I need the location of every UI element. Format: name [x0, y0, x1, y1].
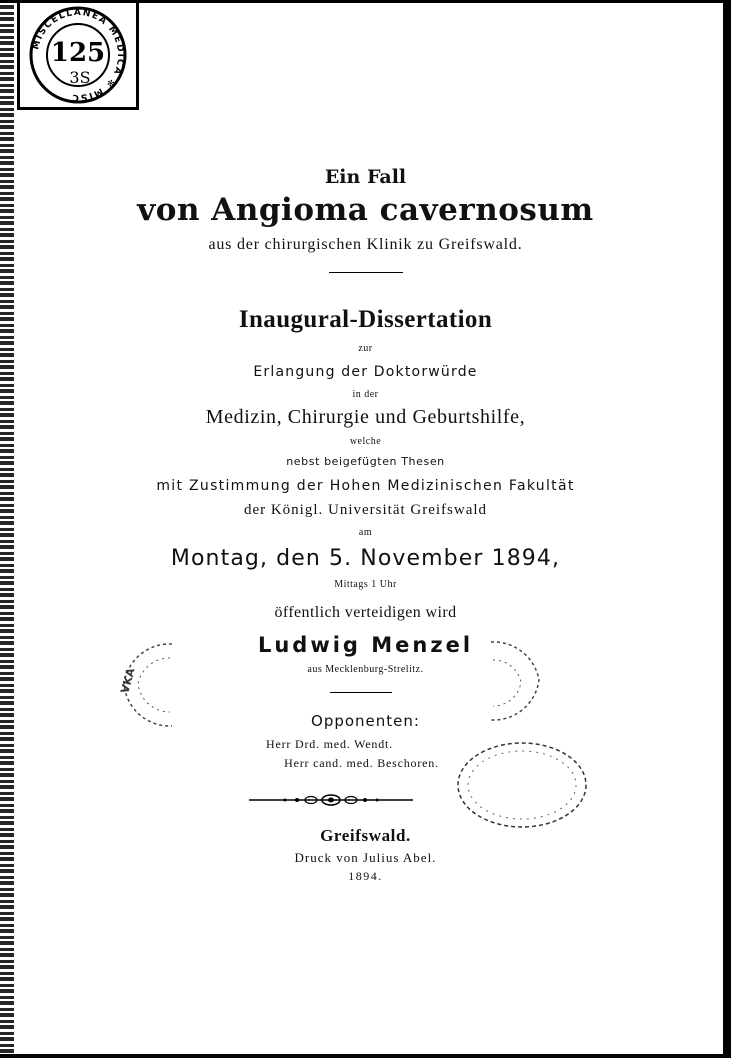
- library-stamp-seal: [20, 3, 136, 107]
- text-am: am: [358, 527, 373, 538]
- imprint-printer: Druck von Julius Abel.: [294, 850, 437, 865]
- opponent-1: Herr Drd. med. Wendt.: [266, 737, 393, 751]
- opponent-2: Herr cand. med. Beschoren.: [284, 756, 439, 770]
- svg-text:VKA: VKA: [118, 666, 138, 695]
- imprint-year: 1894.: [348, 869, 383, 883]
- scan-edge-bottom: [0, 1054, 731, 1058]
- main-title: von Angioma cavernosum: [137, 192, 594, 228]
- text-verteidigen: öffentlich verteidigen wird: [274, 604, 457, 621]
- divider-2: [330, 692, 392, 693]
- stamp-subnumber: 3S: [69, 68, 91, 87]
- text-welche: welche: [349, 436, 382, 447]
- author-origin: aus Mecklenburg-Strelitz.: [307, 664, 424, 675]
- text-erlangung: Erlangung der Doktorwürde: [253, 364, 478, 380]
- ornament-divider: [247, 791, 415, 809]
- divider-1: [329, 272, 403, 273]
- text-thesen: nebst beigefügten Thesen: [286, 455, 445, 468]
- text-in-der: in der: [352, 389, 379, 400]
- text-universitaet: der Königl. Universität Greifswald: [243, 502, 488, 518]
- text-faculty: Medizin, Chirurgie und Geburtshilfe,: [205, 406, 526, 428]
- text-zustimmung: mit Zustimmung der Hohen Medizinischen Fakultät: [156, 478, 575, 494]
- stamp-number: 125: [50, 38, 106, 68]
- author-name: Ludwig Menzel: [257, 633, 474, 657]
- dissertation-heading: Inaugural-Dissertation: [238, 306, 493, 333]
- opponents-heading: Opponenten:: [311, 712, 420, 730]
- faded-stamp-right-bottom: [452, 738, 592, 832]
- faded-stamp-left: [110, 636, 182, 732]
- defense-date: Montag, den 5. November 1894,: [170, 546, 561, 571]
- text-zur: zur: [358, 343, 373, 354]
- imprint-city: Greifswald.: [320, 826, 411, 845]
- defense-time: Mittags 1 Uhr: [334, 579, 397, 590]
- faded-stamp-right-top: [483, 636, 547, 726]
- subtitle: aus der chirurgischen Klinik zu Greifswald.: [208, 236, 523, 253]
- title-line-1: Ein Fall: [324, 166, 407, 188]
- library-stamp: [17, 3, 139, 110]
- svg-text:MISCELLANEA MEDICA ✻ MISC: MISCELLANEA MEDICA ✻ MISC: [31, 7, 126, 103]
